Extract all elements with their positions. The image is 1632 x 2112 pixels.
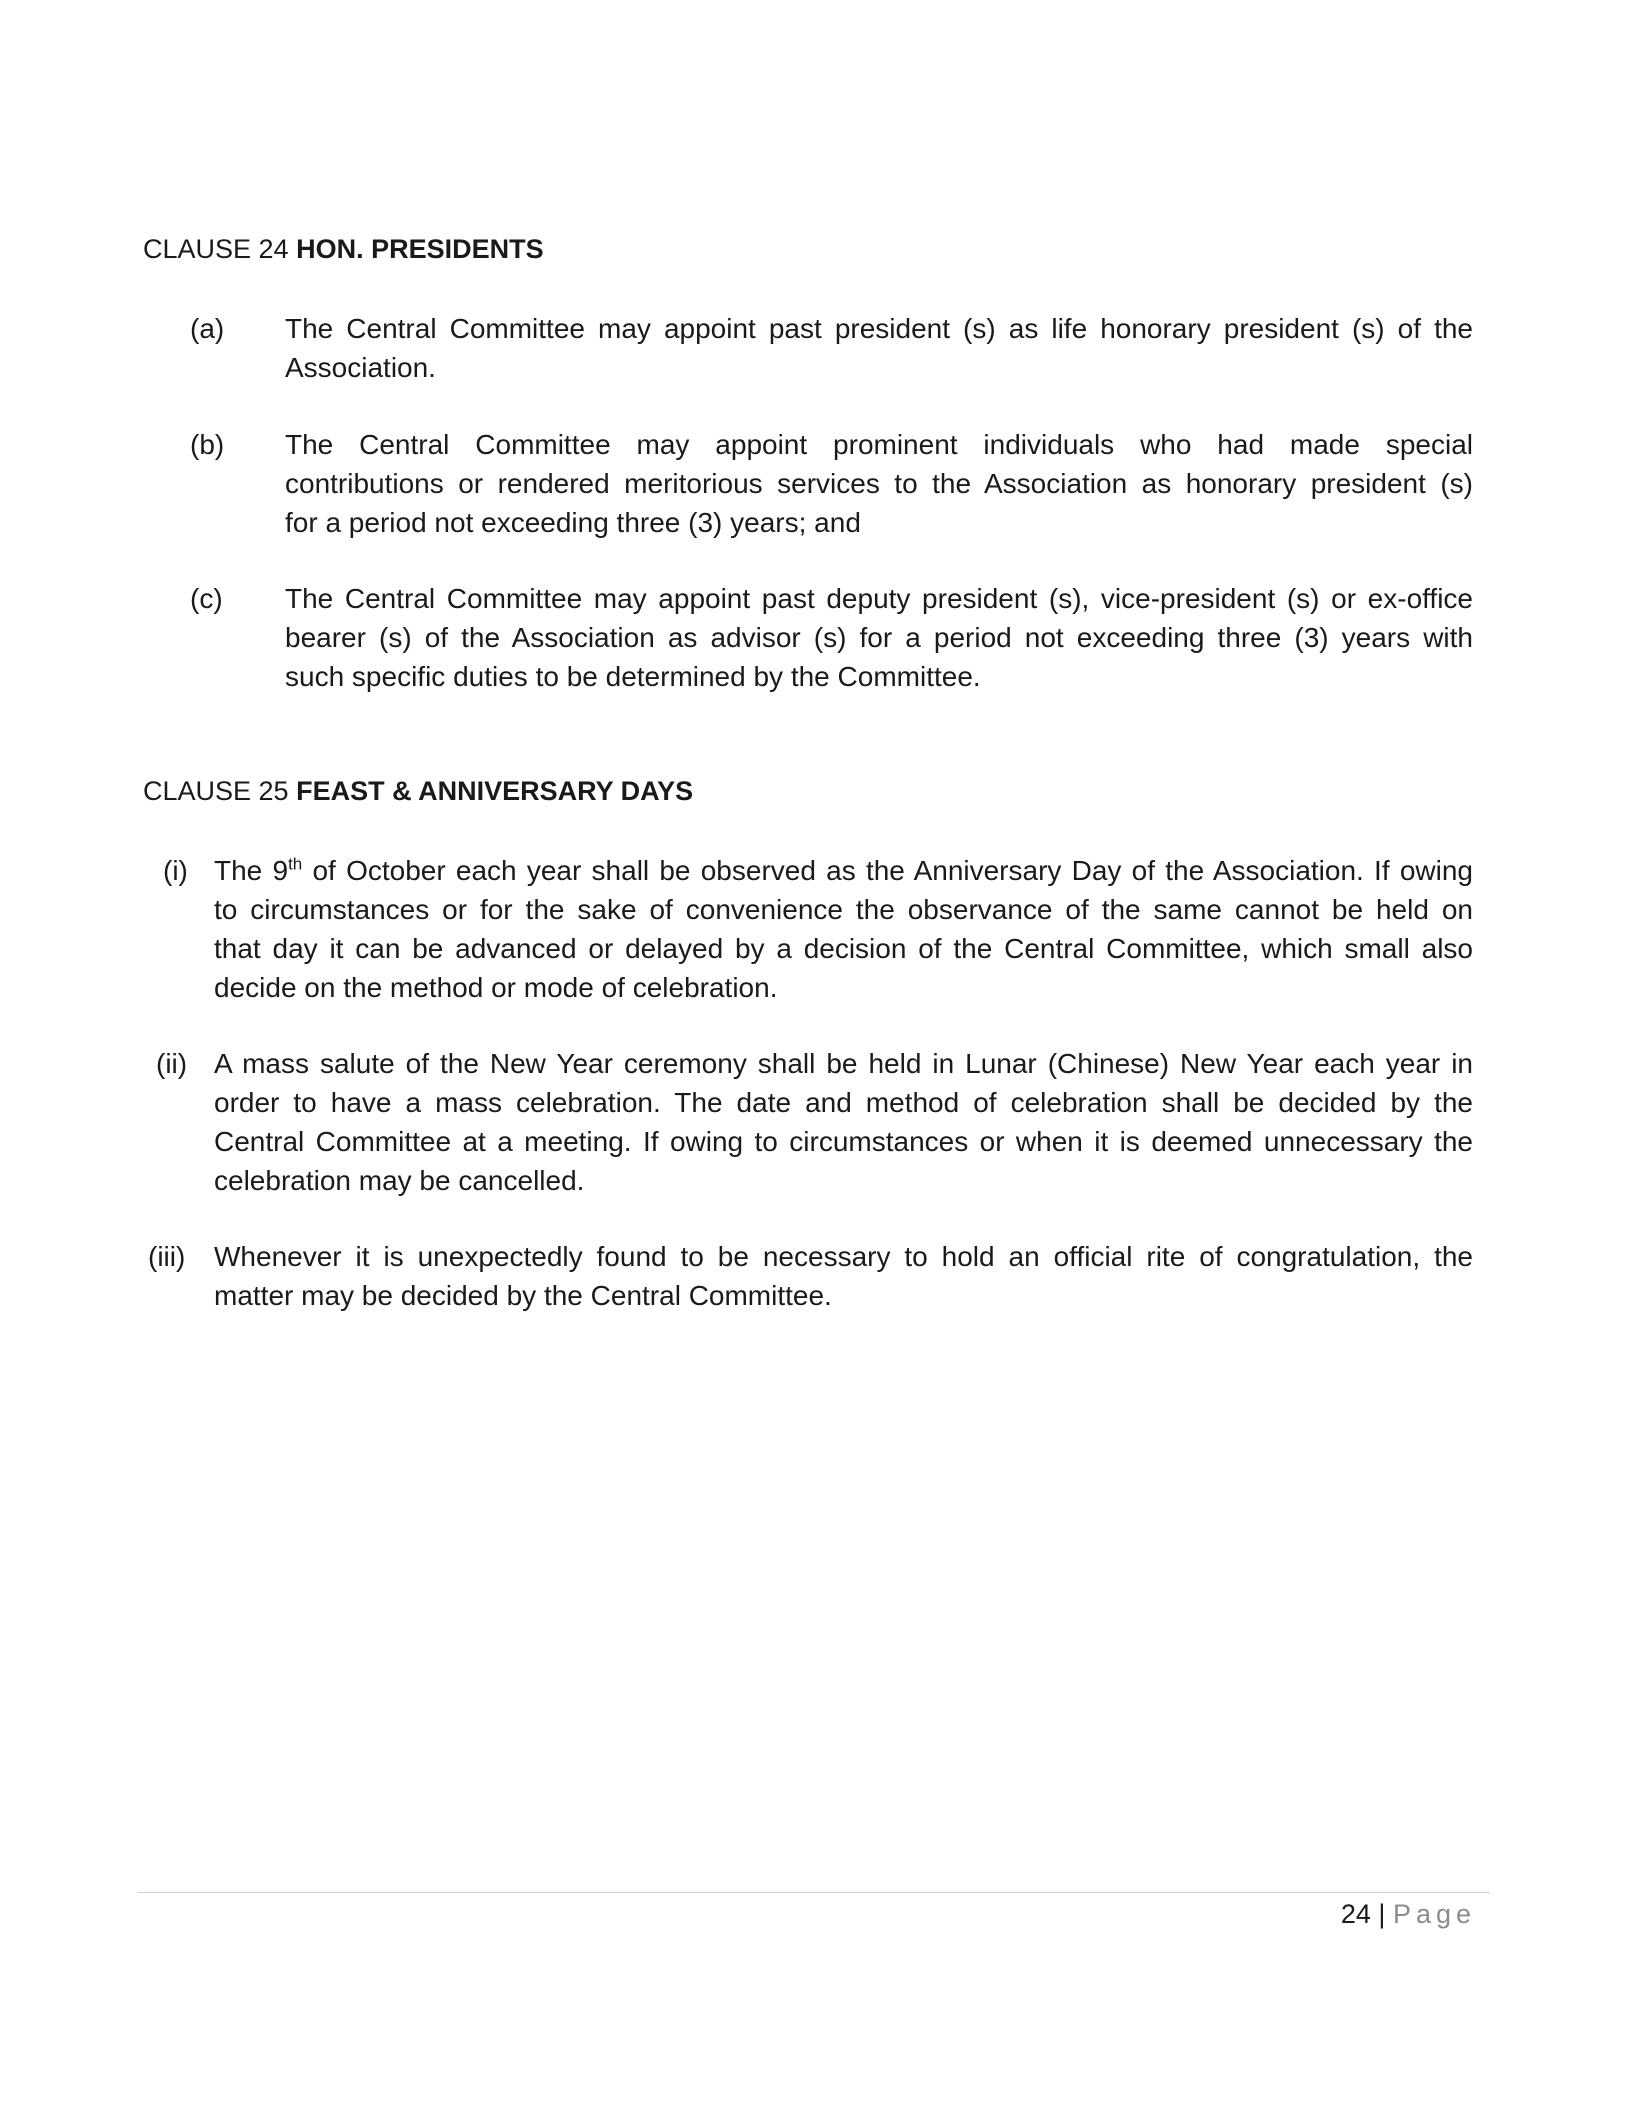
page-footer <box>1341 1896 1476 1932</box>
item-text <box>214 1237 1473 1315</box>
clause-24-prefix: CLAUSE 24 <box>143 234 289 264</box>
item-marker: (b) <box>190 429 225 460</box>
text-fragment: of October each year shall be observed as the Anniversary Day of the Association. If owing <box>302 855 1473 886</box>
text-line: bearer (s) of the Association as advisor (s) for a period not exceeding three (3) years with <box>285 622 1473 653</box>
item-marker: (i) <box>163 855 188 886</box>
footer-divider <box>138 1892 1490 1893</box>
text-line: The Central Committee may appoint past president (s) as life honorary president (s) of the <box>285 313 1473 344</box>
item-text <box>214 851 1473 1007</box>
clause-24-title: HON. PRESIDENTS <box>296 234 544 264</box>
text-line: such specific duties to be determined by the Committee. <box>285 661 981 692</box>
item-text <box>285 309 1473 387</box>
page-label: Page <box>1392 1899 1476 1929</box>
text-line: Association. <box>285 352 436 383</box>
item-marker: (a) <box>190 313 225 344</box>
item-text <box>285 425 1473 542</box>
text-line: The Central Committee may appoint prominent individuals who had made special <box>285 429 1473 460</box>
clause-25-title: FEAST & ANNIVERSARY DAYS <box>296 776 694 806</box>
text-line: matter may be decided by the Central Committee. <box>214 1280 832 1311</box>
ordinal-suffix: th <box>288 854 303 874</box>
text-fragment: The 9 <box>214 855 289 886</box>
text-line: order to have a mass celebration. The date and method of celebration shall be decided by the <box>214 1087 1473 1118</box>
item-text <box>285 579 1473 696</box>
text-line: contributions or rendered meritorious services to the Association as honorary president (s) <box>285 468 1473 499</box>
text-line: celebration may be cancelled. <box>214 1165 585 1196</box>
text-line: A mass salute of the New Year ceremony shall be held in Lunar (Chinese) New Year each year in <box>214 1048 1473 1079</box>
text-line: The Central Committee may appoint past deputy president (s), vice-president (s) or ex-office <box>285 583 1473 614</box>
item-marker: (iii) <box>148 1241 186 1272</box>
text-line: decide on the method or mode of celebration. <box>214 972 778 1003</box>
clause-25-heading <box>143 774 693 808</box>
text-line: Central Committee at a meeting. If owing to circumstances or when it is deemed unnecessary the <box>214 1126 1473 1157</box>
footer-separator: | <box>1378 1899 1386 1929</box>
item-marker: (ii) <box>156 1048 188 1079</box>
text-line: to circumstances or for the sake of convenience the observance of the same cannot be held on <box>214 894 1473 925</box>
text-line: that day it can be advanced or delayed by a decision of the Central Committee, which small also <box>214 933 1473 964</box>
text-line: Whenever it is unexpectedly found to be necessary to hold an official rite of congratulation, the <box>214 1241 1473 1272</box>
item-marker: (c) <box>190 583 223 614</box>
clause-25-prefix: CLAUSE 25 <box>143 776 289 806</box>
text-line <box>214 851 1473 890</box>
page-number: 24 <box>1340 1899 1371 1929</box>
text-line: for a period not exceeding three (3) years; and <box>285 507 861 538</box>
clause-24-heading <box>143 232 544 266</box>
item-text <box>214 1044 1473 1200</box>
